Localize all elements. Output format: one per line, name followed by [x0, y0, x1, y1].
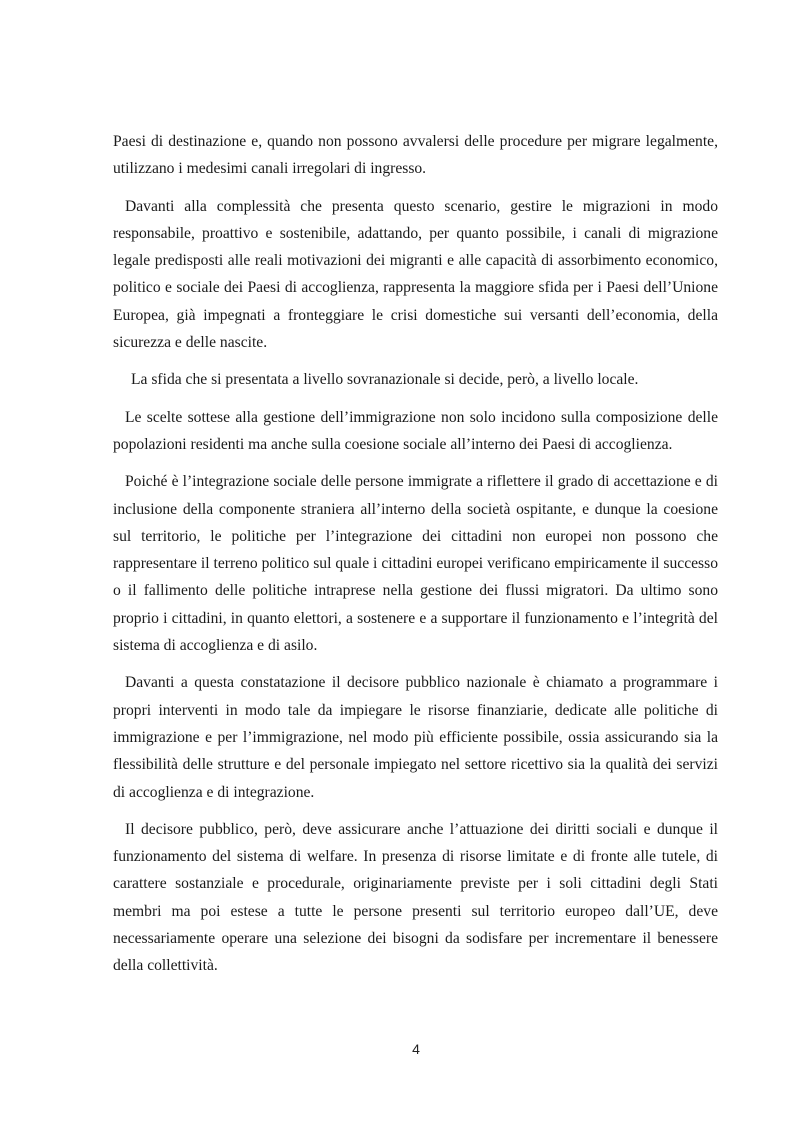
body-text: [113, 128, 718, 990]
paragraph-choices: Le scelte sottese alla gestione dell’immigrazione non solo incidono sulla composizione delle popolazioni residenti ma anche sulla coesione sociale all’interno dei Paesi di accoglienza.: [113, 408, 718, 453]
paragraph-integration: Poiché è l’integrazione sociale delle persone immigrate a riflettere il grado di accettazione e di inclusione della componente straniera all’interno della società ospitante, e dunque la coesione sul territorio, le politiche per l’integrazione dei cittadini non europei non possono che rappresentare il terreno politico sul quale i cittadini europei verificano empiricamente il successo o il fallimento delle politiche intraprese nella gestione dei flussi migratori. Da ultimo sono proprio i cittadini, in quanto elettori, a sostenere e a supportare il funzionamento e l’integrità del sistema di accoglienza e di asilo.: [113, 473, 718, 655]
paragraph-decision-maker: Davanti a questa constatazione il decisore pubblico nazionale è chiamato a programmare i propri interventi in modo tale da impiegare le risorse finanziarie, dedicate alle politiche di immigrazione e per l’immigrazione, nel modo più efficiente possibile, ossia assicurando sia la flessibilità delle strutture e del personale impiegato nel settore ricettivo sia la qualità dei servizi di accoglienza e di integrazione.: [113, 674, 718, 801]
paragraph-social-rights: Il decisore pubblico, però, deve assicurare anche l’attuazione dei diritti sociali e dunque il funzionamento del sistema di welfare. In presenza di risorse limitate e di fronte alle tutele, di carattere sostanziale e procedurale, originariamente previste per i soli cittadini degli Stati membri ma poi estese a tutte le persone presenti sul territorio europeo dall’UE, deve necessariamente operare una selezione dei bisogni da sodisfare per incrementare il benessere della collettività.: [113, 820, 718, 975]
paragraph-continuation: Paesi di destinazione e, quando non possono avvalersi delle procedure per migrare legalmente, utilizzano i medesimi canali irregolari di ingresso.: [113, 133, 718, 178]
paragraph-challenge: La sfida che si presentata a livello sovranazionale si decide, però, a livello locale.: [131, 371, 639, 389]
page-number: 4: [412, 1041, 420, 1057]
paragraph-complexity: Davanti alla complessità che presenta questo scenario, gestire le migrazioni in modo responsabile, proattivo e sostenibile, adattando, per quanto possibile, i canali di migrazione legale predisposti alle reali motivazioni dei migranti e alle capacità di assorbimento economico, politico e sociale dei Paesi di accoglienza, rappresenta la maggiore sfida per i Paesi dell’Unione Europea, già impegnati a fronteggiare le crisi domestiche sui versanti dell’economia, della sicurezza e delle nascite.: [113, 197, 718, 352]
